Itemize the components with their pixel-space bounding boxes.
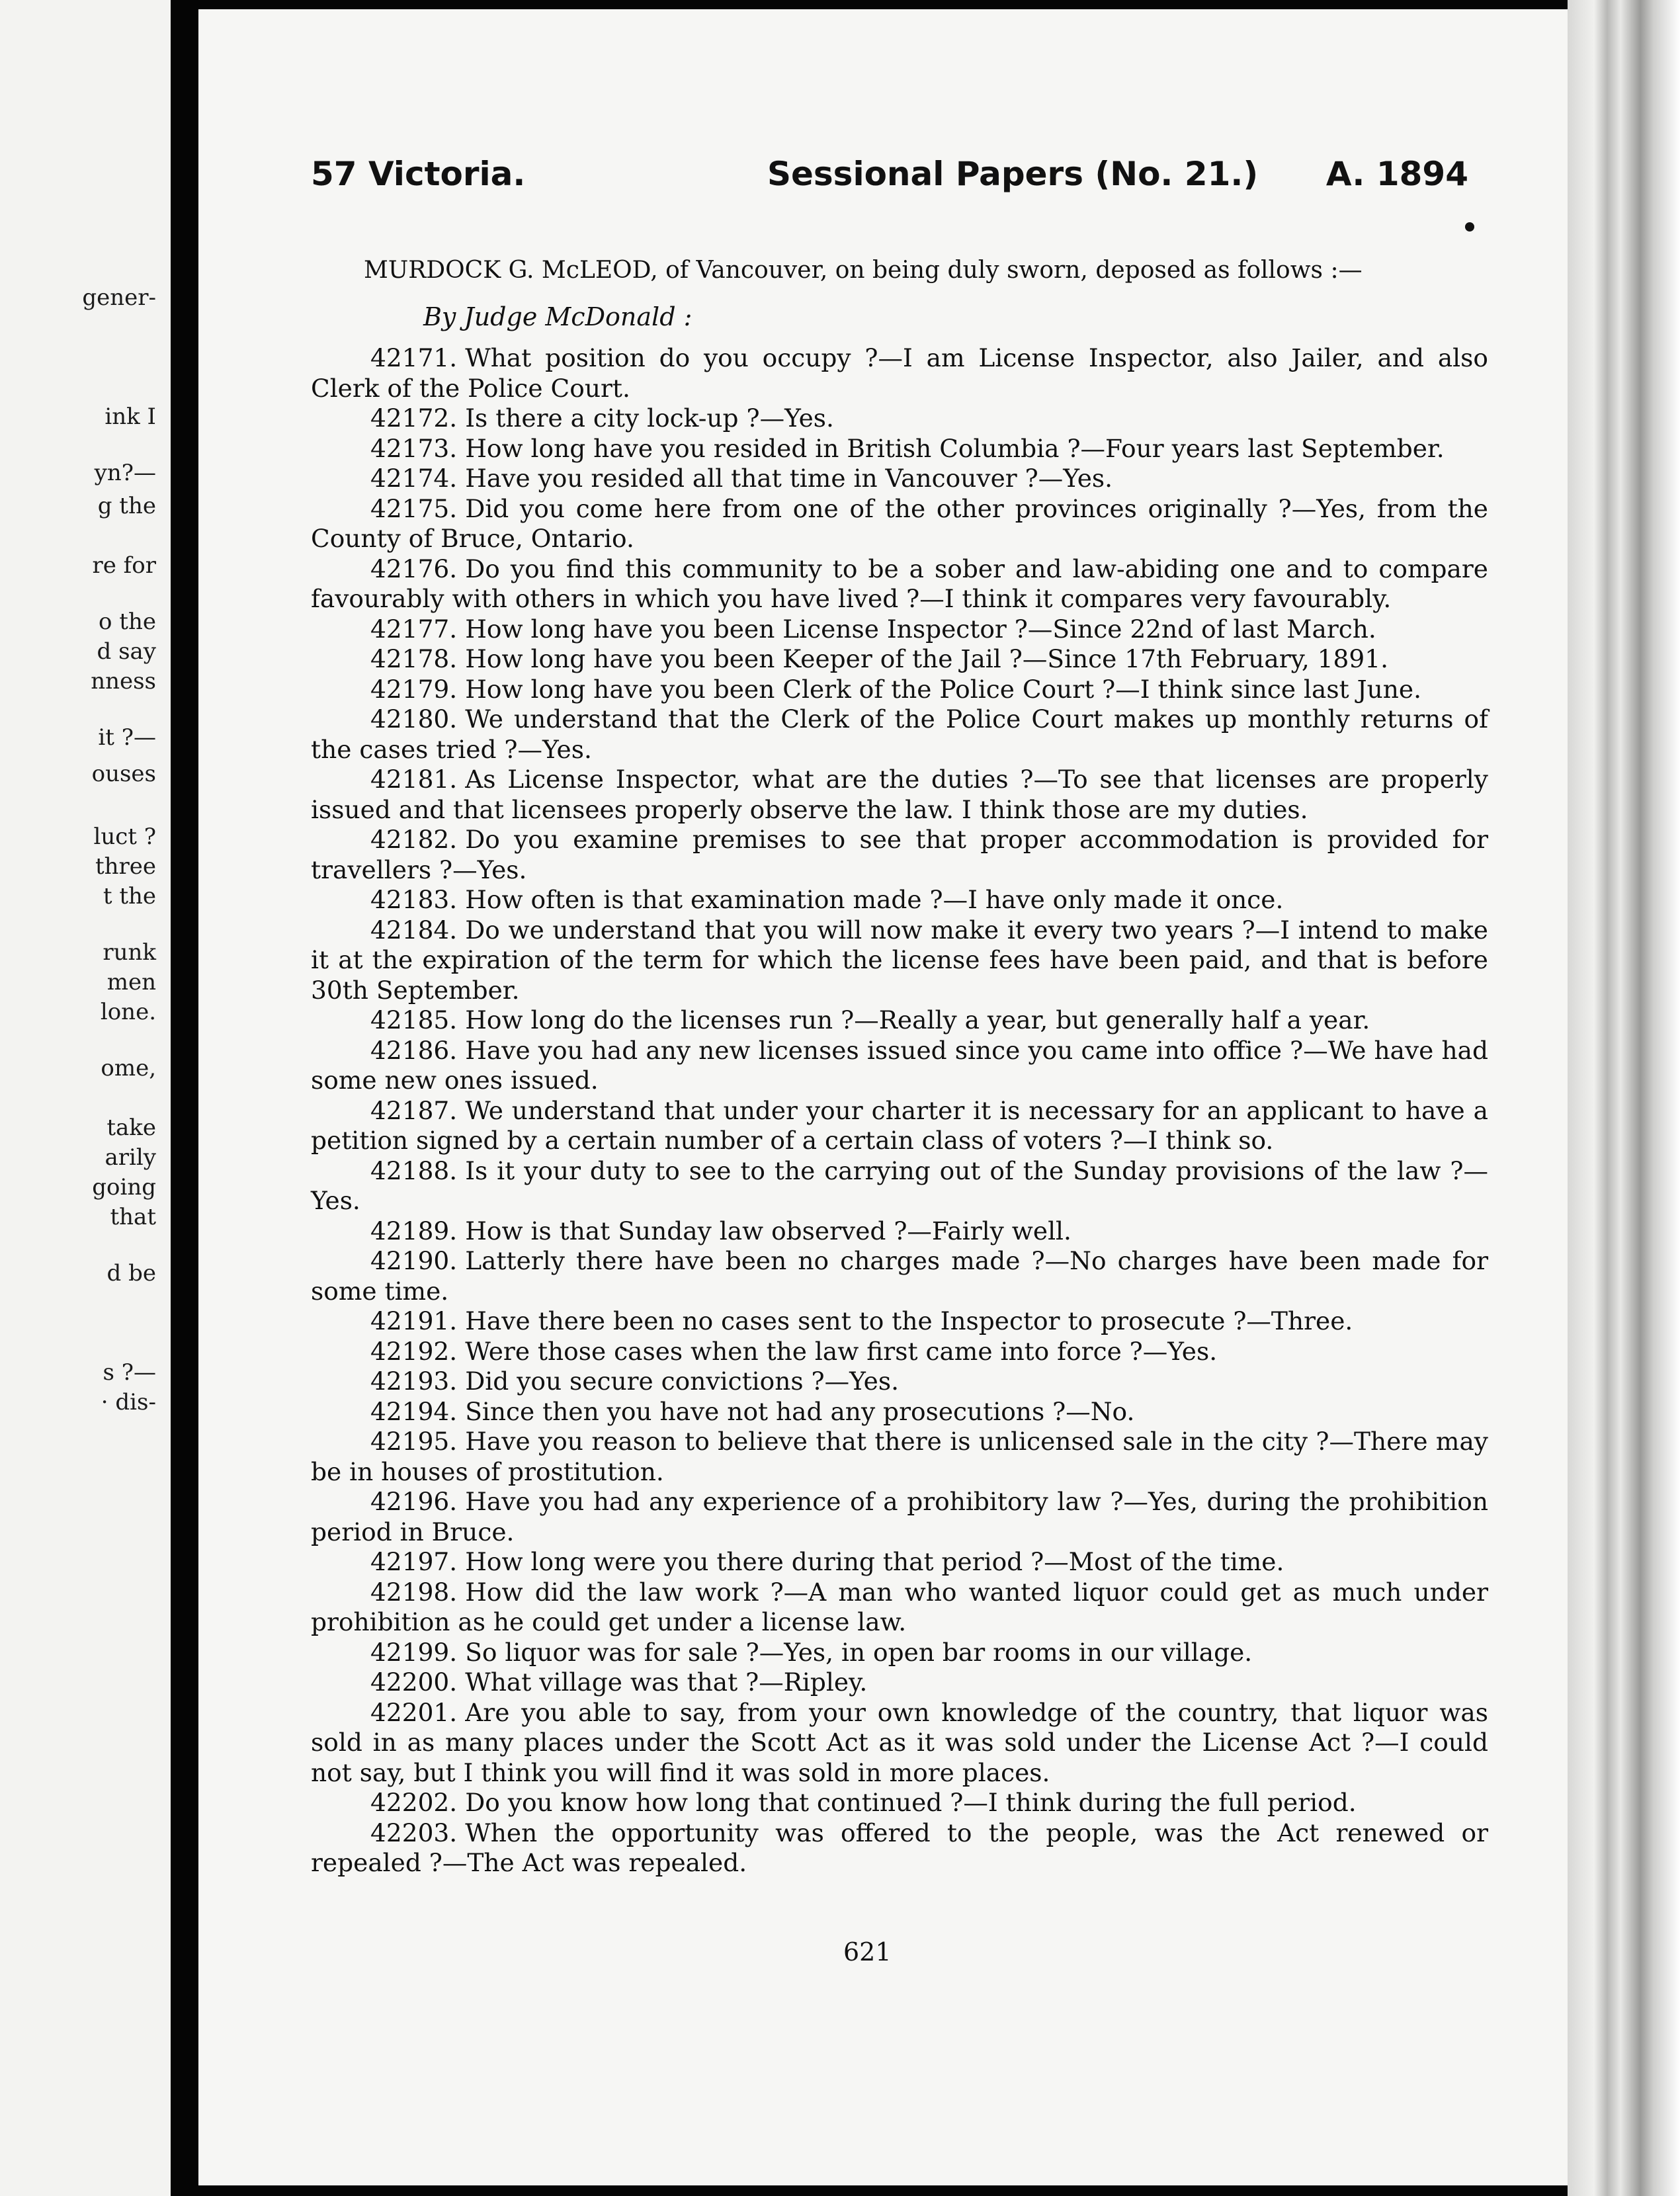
question-answer-text: Is it your duty to see to the carrying out of the Sunday provisions of the law ?—Yes. (311, 1156, 1488, 1215)
examiner-heading: By Judge McDonald : (423, 302, 693, 331)
testimony-entry (311, 1156, 1488, 1216)
question-number: 42192. (370, 1336, 458, 1366)
question-answer-text: Do we understand that you will now make it every two years ?—I intend to make it at the expiration of the term for which the license fees have been paid, and that is before 30th September. (311, 915, 1488, 1005)
question-answer-text: As License Inspector, what are the duties ?—To see that licenses are properly issued and that licensees properly observe the law. I think those are my duties. (311, 765, 1488, 824)
question-answer-text: How often is that examination made ?—I have only made it once. (465, 885, 1284, 914)
question-number: 42177. (370, 614, 458, 644)
facing-page-fragment: ouses (91, 761, 156, 787)
testimony-entry (311, 825, 1488, 885)
testimony-entry (311, 1547, 1488, 1578)
facing-page-fragment: gener- (82, 284, 156, 311)
question-answer-text: Since then you have not had any prosecutions ?—No. (465, 1396, 1135, 1426)
facing-page-fragment: it ?— (98, 724, 156, 751)
facing-page-fragment: going (92, 1174, 156, 1201)
question-number: 42181. (370, 765, 458, 794)
question-number: 42179. (370, 674, 458, 704)
testimony-entry (311, 403, 1488, 434)
question-answer-text: How long have you been License Inspector ?—Since 22nd of last March. (465, 614, 1376, 644)
question-answer-text: Do you examine premises to see that proper accommodation is provided for travellers ?—Yes. (311, 825, 1488, 884)
witness-heading: MURDOCK G. McLEOD, of Vancouver, on being duly sworn, deposed as follows :— (364, 257, 1363, 284)
question-answer-text: Were those cases when the law first came into force ?—Yes. (465, 1336, 1218, 1366)
testimony-entry (311, 765, 1488, 825)
question-answer-text: We understand that under your charter it is necessary for an applicant to have a petition signed by a certain number of a certain class of voters ?—I think so. (311, 1095, 1488, 1155)
question-answer-text: Do you know how long that continued ?—I think during the full period. (465, 1788, 1357, 1817)
facing-page-fragment: s ?— (103, 1359, 156, 1386)
testimony-entry (311, 1246, 1488, 1306)
question-number: 42173. (370, 433, 458, 463)
facing-page-fragment: ome, (101, 1055, 156, 1081)
facing-page-fragment: re for (92, 552, 156, 579)
question-answer-text: What position do you occupy ?—I am License Inspector, also Jailer, and also Clerk of the Police Court. (311, 343, 1488, 403)
question-number: 42186. (370, 1035, 458, 1065)
facing-page-fragment: · dis- (101, 1389, 156, 1415)
question-number: 42171. (370, 343, 458, 372)
question-answer-text: How long have you been Clerk of the Police Court ?—I think since last June. (465, 674, 1422, 704)
question-answer-text: So liquor was for sale ?—Yes, in open bar rooms in our village. (465, 1637, 1253, 1667)
testimony-entry (311, 494, 1488, 554)
question-number: 42185. (370, 1005, 458, 1035)
facing-page-fragment: nness (91, 668, 156, 695)
question-answer-text: Do you find this community to be a sober and law-abiding one and to compare favourably with others in which you have lived ?—I think it compares very favourably. (311, 554, 1488, 613)
question-answer-text: Have there been no cases sent to the Inspector to prosecute ?—Three. (465, 1306, 1353, 1335)
question-number: 42201. (370, 1697, 458, 1727)
question-number: 42203. (370, 1818, 458, 1847)
ink-mark (1465, 222, 1474, 232)
testimony-entry (311, 675, 1488, 705)
testimony-entry (311, 704, 1488, 765)
question-number: 42195. (370, 1427, 458, 1456)
question-number: 42175. (370, 493, 458, 523)
question-number: 42190. (370, 1246, 458, 1275)
testimony-entry (311, 434, 1488, 464)
testimony-entry (311, 1397, 1488, 1427)
header-session: 57 Victoria. (311, 155, 526, 193)
question-answer-text: Did you secure convictions ?—Yes. (465, 1367, 899, 1396)
facing-page-fragment: yn?— (94, 460, 156, 486)
testimony-entry (311, 915, 1488, 1006)
question-answer-text: How did the law work ?—A man who wanted liquor could get as much under prohibition as he could get under a license law. (311, 1577, 1488, 1636)
testimony-entry (311, 1638, 1488, 1668)
testimony-entry (311, 1005, 1488, 1036)
testimony-entry (311, 1096, 1488, 1156)
testimony-entry (311, 1306, 1488, 1337)
question-answer-text: How long have you resided in British Columbia ?—Four years last September. (465, 433, 1445, 463)
question-number: 42196. (370, 1487, 458, 1516)
facing-page-fragment: o the (99, 609, 156, 635)
question-number: 42188. (370, 1156, 458, 1185)
question-answer-text: How is that Sunday law observed ?—Fairly well. (465, 1216, 1071, 1246)
facing-page-fragment: that (110, 1204, 156, 1230)
question-number: 42193. (370, 1367, 458, 1396)
question-number: 42172. (370, 403, 458, 433)
facing-page-fragment: d say (97, 638, 156, 665)
testimony-entry (311, 1216, 1488, 1247)
facing-page-fragment: lone. (100, 999, 156, 1025)
testimony-entry (311, 1818, 1488, 1879)
question-number: 42183. (370, 885, 458, 914)
testimony-entry (311, 343, 1488, 403)
question-number: 42187. (370, 1095, 458, 1125)
page-number: 621 (843, 1937, 892, 1966)
facing-page-fragment: d be (106, 1260, 156, 1287)
testimony-entry (311, 1698, 1488, 1789)
question-answer-text: Have you reason to believe that there is unlicensed sale in the city ?—There may be in houses of prostitution. (311, 1427, 1488, 1486)
question-number: 42200. (370, 1668, 458, 1697)
testimony-entry (311, 464, 1488, 494)
header-title: Sessional Papers (No. 21.) (767, 155, 1259, 193)
question-answer-text: How long were you there during that period ?—Most of the time. (465, 1547, 1284, 1576)
question-number: 42182. (370, 825, 458, 854)
testimony-entry (311, 885, 1488, 915)
testimony-entry (311, 1367, 1488, 1397)
question-number: 42174. (370, 464, 458, 493)
facing-page-edge (0, 0, 171, 2196)
facing-page-fragment: ink I (105, 403, 156, 430)
question-number: 42189. (370, 1216, 458, 1246)
facing-page-fragment: take (106, 1115, 156, 1141)
question-number: 42198. (370, 1577, 458, 1607)
testimony-entry (311, 1788, 1488, 1818)
question-answer-text: Did you come here from one of the other provinces originally ?—Yes, from the County of Bruce, Ontario. (311, 493, 1488, 553)
question-answer-text: Have you had any experience of a prohibitory law ?—Yes, during the prohibition period in Bruce. (311, 1487, 1488, 1546)
question-answer-text: We understand that the Clerk of the Police Court makes up monthly returns of the cases tried ?—Yes. (311, 704, 1488, 764)
question-number: 42178. (370, 644, 458, 673)
facing-page-fragment: three (95, 853, 156, 880)
question-number: 42194. (370, 1396, 458, 1426)
testimony-entry (311, 554, 1488, 614)
testimony-entry (311, 1578, 1488, 1638)
book-page-edges (1568, 0, 1680, 2196)
testimony-entry (311, 1337, 1488, 1367)
facing-page-fragment: t the (103, 883, 156, 909)
testimony-entry (311, 644, 1488, 675)
facing-page-fragment: g the (97, 493, 156, 519)
question-number: 42176. (370, 554, 458, 583)
question-number: 42180. (370, 704, 458, 734)
question-answer-text: Are you able to say, from your own knowledge of the country, that liquor was sold in as many places under the Scott Act as it was sold under the License Act ?—I could not say, but I think you will find it was sold in more places. (311, 1697, 1488, 1787)
facing-page-fragment: luct ? (93, 824, 156, 850)
testimony-entry (311, 1427, 1488, 1487)
question-answer-text: What village was that ?—Ripley. (465, 1668, 868, 1697)
running-header (311, 155, 1468, 208)
question-answer-text: When the opportunity was offered to the people, was the Act renewed or repealed ?—The Act was repealed. (311, 1818, 1488, 1877)
testimony-entry (311, 1668, 1488, 1698)
question-number: 42197. (370, 1547, 458, 1576)
question-answer-text: How long have you been Keeper of the Jail ?—Since 17th February, 1891. (465, 644, 1389, 673)
facing-page-fragment: men (106, 969, 156, 995)
question-answer-text: Have you resided all that time in Vancouver ?—Yes. (465, 464, 1113, 493)
question-answer-text: Have you had any new licenses issued since you came into office ?—We have had some new ones issued. (311, 1035, 1488, 1095)
facing-page-fragment: arily (105, 1144, 156, 1171)
testimony-entry (311, 614, 1488, 645)
question-answer-text: Is there a city lock-up ?—Yes. (465, 403, 834, 433)
facing-page-fragment: runk (103, 939, 156, 966)
document-page (198, 9, 1568, 2185)
testimony-entry (311, 1036, 1488, 1096)
question-number: 42199. (370, 1637, 458, 1667)
header-year: A. 1894 (1325, 155, 1468, 193)
question-answer-text: How long do the licenses run ?—Really a year, but generally half a year. (465, 1005, 1370, 1035)
question-number: 42191. (370, 1306, 458, 1335)
testimony-body (311, 343, 1488, 1879)
question-number: 42184. (370, 915, 458, 945)
testimony-entry (311, 1487, 1488, 1547)
question-number: 42202. (370, 1788, 458, 1817)
question-answer-text: Latterly there have been no charges made ?—No charges have been made for some time. (311, 1246, 1488, 1306)
